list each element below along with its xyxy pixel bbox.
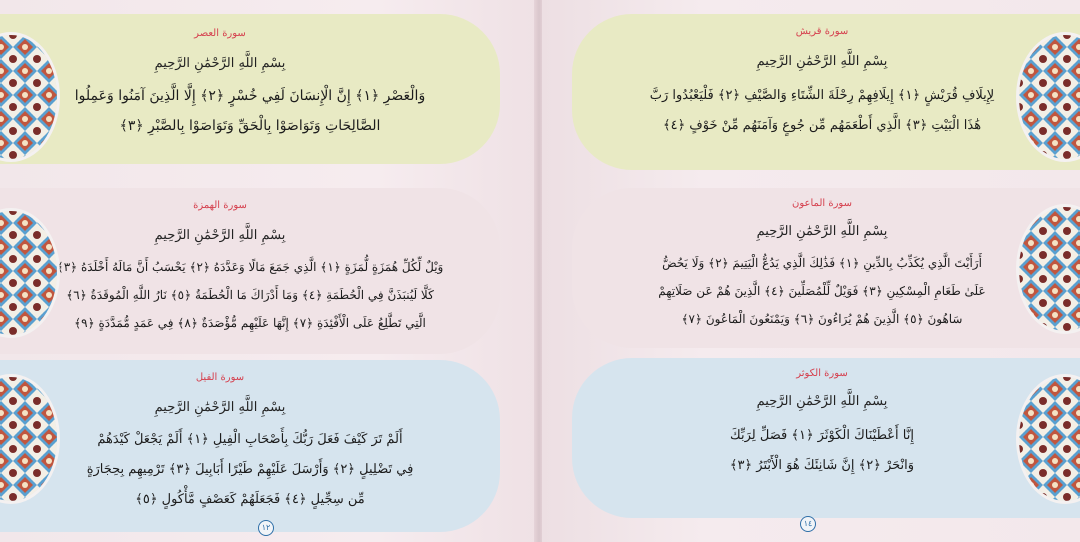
verse-line: هَٰذَا الْبَيْتِ ﴿٣﴾ الَّذِي أَطْعَمَهُم مِّن جُوعٍ وَآمَنَهُم مِّنْ خَوْفٍ ﴿٤﴾ [662,118,982,133]
basmala: بِسْمِ اللَّهِ الرَّحْمَٰنِ الرَّحِيمِ [756,54,888,69]
verse-line: أَرَأَيْتَ الَّذِي يُكَذِّبُ بِالدِّينِ ﴿١﴾ فَذَٰلِكَ الَّذِي يَدُعُّ الْيَتِيمَ ﴿٢﴾ وَلَا يَحُضُّ [662,256,982,270]
verse-line: وَيْلٌ لِّكُلِّ هُمَزَةٍ لُّمَزَةٍ ﴿١﴾ الَّذِي جَمَعَ مَالًا وَعَدَّدَهُ ﴿٢﴾ يَحْسَبُ أَنَّ مَالَهُ أَخْلَدَهُ ﴿٣﴾ [56,260,444,274]
surah-panel-maun [572,188,1080,348]
left-page [0,0,536,542]
verse-line: مِّن سِجِّيلٍ ﴿٤﴾ فَجَعَلَهُمْ كَعَصْفٍ مَّأْكُولٍ ﴿٥﴾ [135,492,365,507]
surah-title: سورة الهمزة [193,200,247,211]
basmala: بِسْمِ اللَّهِ الرَّحْمَٰنِ الرَّحِيمِ [154,228,286,243]
verse-line: وَالْعَصْرِ ﴿١﴾ إِنَّ الْإِنسَانَ لَفِي خُسْرٍ ﴿٢﴾ إِلَّا الَّذِينَ آمَنُوا وَعَمِلُوا [74,88,426,104]
verse-line: سَاهُونَ ﴿٥﴾ الَّذِينَ هُمْ يُرَاءُونَ ﴿٦﴾ وَيَمْنَعُونَ الْمَاعُونَ ﴿٧﴾ [681,312,963,326]
verse-line: فِي تَضْلِيلٍ ﴿٢﴾ وَأَرْسَلَ عَلَيْهِمْ طَيْرًا أَبَابِيلَ ﴿٣﴾ تَرْمِيهِم بِحِجَارَةٍ [86,462,414,477]
surah-title: سورة العصر [194,28,246,39]
verse-line: وَانْحَرْ ﴿٢﴾ إِنَّ شَانِئَكَ هُوَ الْأَبْتَرُ ﴿٣﴾ [729,458,915,473]
surah-panel-quraysh [572,14,1080,170]
verse-line: عَلَىٰ طَعَامِ الْمِسْكِينِ ﴿٣﴾ فَوَيْلٌ لِّلْمُصَلِّينَ ﴿٤﴾ الَّذِينَ هُمْ عَن صَلَاتِهِمْ [658,284,986,298]
verse-line: كَلَّا لَيُنبَذَنَّ فِي الْحُطَمَةِ ﴿٤﴾ وَمَا أَدْرَاكَ مَا الْحُطَمَةُ ﴿٥﴾ نَارُ اللَّهِ الْمُوقَدَةُ ﴿٦﴾ [66,288,434,302]
basmala: بِسْمِ اللَّهِ الرَّحْمَٰنِ الرَّحِيمِ [154,56,286,71]
verse-line: أَلَمْ تَرَ كَيْفَ فَعَلَ رَبُّكَ بِأَصْحَابِ الْفِيلِ ﴿١﴾ أَلَمْ يَجْعَلْ كَيْدَهُمْ [97,432,403,447]
surah-title: سورة قريش [795,26,849,37]
surah-panel-fil [0,360,500,532]
verse-line: إِنَّا أَعْطَيْنَاكَ الْكَوْثَرَ ﴿١﴾ فَصَلِّ لِرَبِّكَ [730,428,914,443]
verse-line: الصَّالِحَاتِ وَتَوَاصَوْا بِالْحَقِّ وَتَوَاصَوْا بِالصَّبْرِ ﴿٣﴾ [119,118,381,134]
page-number: ١٤ [800,516,816,532]
surah-panel-humazah [0,188,500,354]
surah-title: سورة الكوثر [796,368,848,379]
basmala: بِسْمِ اللَّهِ الرَّحْمَٰنِ الرَّحِيمِ [756,224,888,239]
right-page [542,0,1080,542]
verse-line: الَّتِي تَطَّلِعُ عَلَى الْأَفْئِدَةِ ﴿٧﴾ إِنَّهَا عَلَيْهِم مُّؤْصَدَةٌ ﴿٨﴾ فِي عَمَدٍ مُّمَدَّدَةٍ ﴿٩﴾ [74,316,426,330]
page-number: ١٢ [258,520,274,536]
surah-panel-kawthar [572,358,1080,518]
verse-line: لِإِيلَافِ قُرَيْشٍ ﴿١﴾ إِيلَافِهِمْ رِحْلَةَ الشِّتَاءِ وَالصَّيْفِ ﴿٢﴾ فَلْيَعْبُدُوا رَبَّ [649,88,995,103]
surah-panel-asr [0,14,500,164]
surah-title: سورة الفيل [195,372,245,383]
basmala: بِسْمِ اللَّهِ الرَّحْمَٰنِ الرَّحِيمِ [154,400,286,415]
surah-title: سورة الماعون [792,198,852,209]
basmala: بِسْمِ اللَّهِ الرَّحْمَٰنِ الرَّحِيمِ [756,394,888,409]
